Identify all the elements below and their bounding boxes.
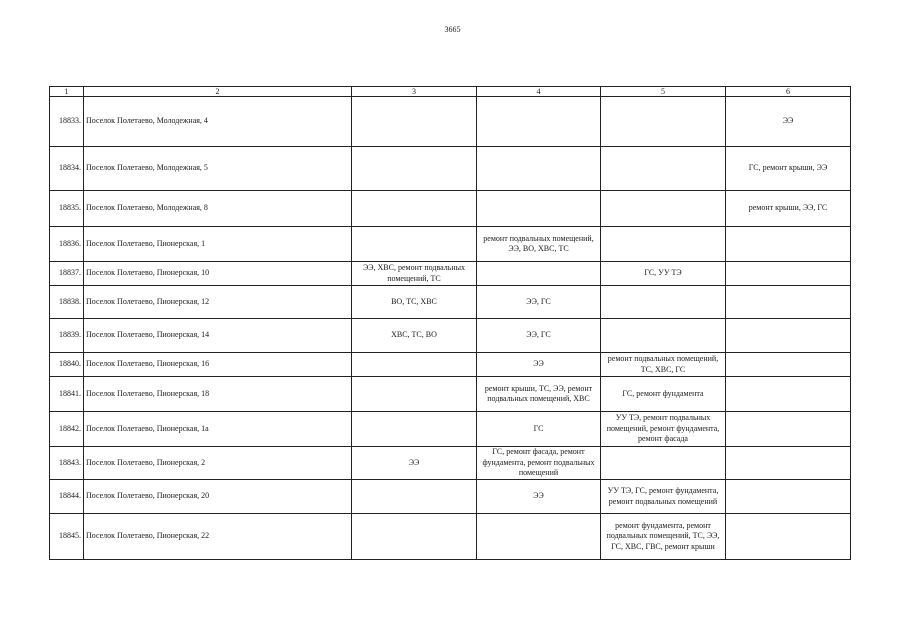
row-col3: ВО, ТС, ХВС <box>352 286 477 319</box>
row-col6 <box>726 227 851 262</box>
row-number: 18845. <box>50 514 84 560</box>
column-header-3: 3 <box>352 87 477 97</box>
row-address: Поселок Полетаево, Пионерская, 10 <box>84 262 352 286</box>
row-col4: ГС, ремонт фасада, ремонт фундамента, ремонт подвальных помещений <box>477 447 601 480</box>
row-col4: ЭЭ <box>477 480 601 514</box>
row-col3 <box>352 377 477 412</box>
row-col4: ремонт подвальных помещений, ЭЭ, ВО, ХВС, ТС <box>477 227 601 262</box>
row-address: Поселок Полетаево, Пионерская, 14 <box>84 319 352 353</box>
row-number: 18842. <box>50 412 84 447</box>
row-col4: ЭЭ, ГС <box>477 319 601 353</box>
row-address: Поселок Полетаево, Пионерская, 18 <box>84 377 352 412</box>
table-row <box>50 377 851 412</box>
row-col6 <box>726 262 851 286</box>
row-col3 <box>352 147 477 191</box>
row-col6 <box>726 319 851 353</box>
row-col4 <box>477 191 601 227</box>
column-header-1: 1 <box>50 87 84 97</box>
table-row <box>50 147 851 191</box>
row-number: 18837. <box>50 262 84 286</box>
row-number: 18840. <box>50 353 84 377</box>
row-col6 <box>726 412 851 447</box>
column-header-6: 6 <box>726 87 851 97</box>
row-col3: ЭЭ <box>352 447 477 480</box>
row-col6: ремонт крыши, ЭЭ, ГС <box>726 191 851 227</box>
row-col3 <box>352 353 477 377</box>
table-row <box>50 286 851 319</box>
row-col4: ЭЭ, ГС <box>477 286 601 319</box>
row-col3 <box>352 227 477 262</box>
row-col3 <box>352 97 477 147</box>
row-col6 <box>726 286 851 319</box>
row-col5: ремонт подвальных помещений, ТС, ХВС, ГС <box>601 353 726 377</box>
table-row <box>50 412 851 447</box>
row-number: 18839. <box>50 319 84 353</box>
table-row <box>50 514 851 560</box>
header-row <box>50 87 851 97</box>
row-col5 <box>601 447 726 480</box>
row-col5 <box>601 97 726 147</box>
row-number: 18833. <box>50 97 84 147</box>
table-row <box>50 97 851 147</box>
row-address: Поселок Полетаево, Молодежная, 8 <box>84 191 352 227</box>
row-col3: ЭЭ, ХВС, ремонт подвальных помещений, ТС <box>352 262 477 286</box>
row-col3 <box>352 480 477 514</box>
row-col6 <box>726 353 851 377</box>
table-row <box>50 447 851 480</box>
row-col3 <box>352 514 477 560</box>
table-row <box>50 480 851 514</box>
row-address: Поселок Полетаево, Пионерская, 12 <box>84 286 352 319</box>
row-col5: УУ ТЭ, ГС, ремонт фундамента, ремонт подвальных помещений <box>601 480 726 514</box>
row-col5: ремонт фундамента, ремонт подвальных помещений, ТС, ЭЭ, ГС, ХВС, ГВС, ремонт крыши <box>601 514 726 560</box>
row-col6 <box>726 377 851 412</box>
table-row <box>50 319 851 353</box>
row-col4 <box>477 514 601 560</box>
row-address: Поселок Полетаево, Пионерская, 1 <box>84 227 352 262</box>
row-col4 <box>477 262 601 286</box>
row-address: Поселок Полетаево, Пионерская, 22 <box>84 514 352 560</box>
row-number: 18834. <box>50 147 84 191</box>
row-address: Поселок Полетаево, Пионерская, 16 <box>84 353 352 377</box>
row-col6 <box>726 514 851 560</box>
row-col3: ХВС, ТС, ВО <box>352 319 477 353</box>
row-col6 <box>726 480 851 514</box>
table-row <box>50 262 851 286</box>
row-col5: УУ ТЭ, ремонт подвальных помещений, ремонт фундамента, ремонт фасада <box>601 412 726 447</box>
row-col5 <box>601 147 726 191</box>
row-number: 18841. <box>50 377 84 412</box>
row-address: Поселок Полетаево, Молодежная, 4 <box>84 97 352 147</box>
row-col5 <box>601 191 726 227</box>
row-col4 <box>477 97 601 147</box>
row-address: Поселок Полетаево, Молодежная, 5 <box>84 147 352 191</box>
row-number: 18838. <box>50 286 84 319</box>
row-col5: ГС, ремонт фундамента <box>601 377 726 412</box>
row-col4: ГС <box>477 412 601 447</box>
row-col4: ЭЭ <box>477 353 601 377</box>
row-col4 <box>477 147 601 191</box>
row-address: Поселок Полетаево, Пионерская, 20 <box>84 480 352 514</box>
row-col4: ремонт крыши, ТС, ЭЭ, ремонт подвальных помещений, ХВС <box>477 377 601 412</box>
row-col6: ГС, ремонт крыши, ЭЭ <box>726 147 851 191</box>
row-number: 18836. <box>50 227 84 262</box>
row-col5 <box>601 319 726 353</box>
table-row <box>50 191 851 227</box>
table-row <box>50 353 851 377</box>
row-col5: ГС, УУ ТЭ <box>601 262 726 286</box>
column-header-5: 5 <box>601 87 726 97</box>
row-col3 <box>352 412 477 447</box>
row-col6 <box>726 447 851 480</box>
row-number: 18844. <box>50 480 84 514</box>
table-row <box>50 227 851 262</box>
column-header-4: 4 <box>477 87 601 97</box>
row-col3 <box>352 191 477 227</box>
row-col5 <box>601 286 726 319</box>
page-number: 3665 <box>444 25 461 34</box>
row-number: 18843. <box>50 447 84 480</box>
row-col6: ЭЭ <box>726 97 851 147</box>
row-number: 18835. <box>50 191 84 227</box>
row-col5 <box>601 227 726 262</box>
row-address: Поселок Полетаево, Пионерская, 2 <box>84 447 352 480</box>
register-table <box>49 86 851 560</box>
row-address: Поселок Полетаево, Пионерская, 1а <box>84 412 352 447</box>
column-header-2: 2 <box>84 87 352 97</box>
